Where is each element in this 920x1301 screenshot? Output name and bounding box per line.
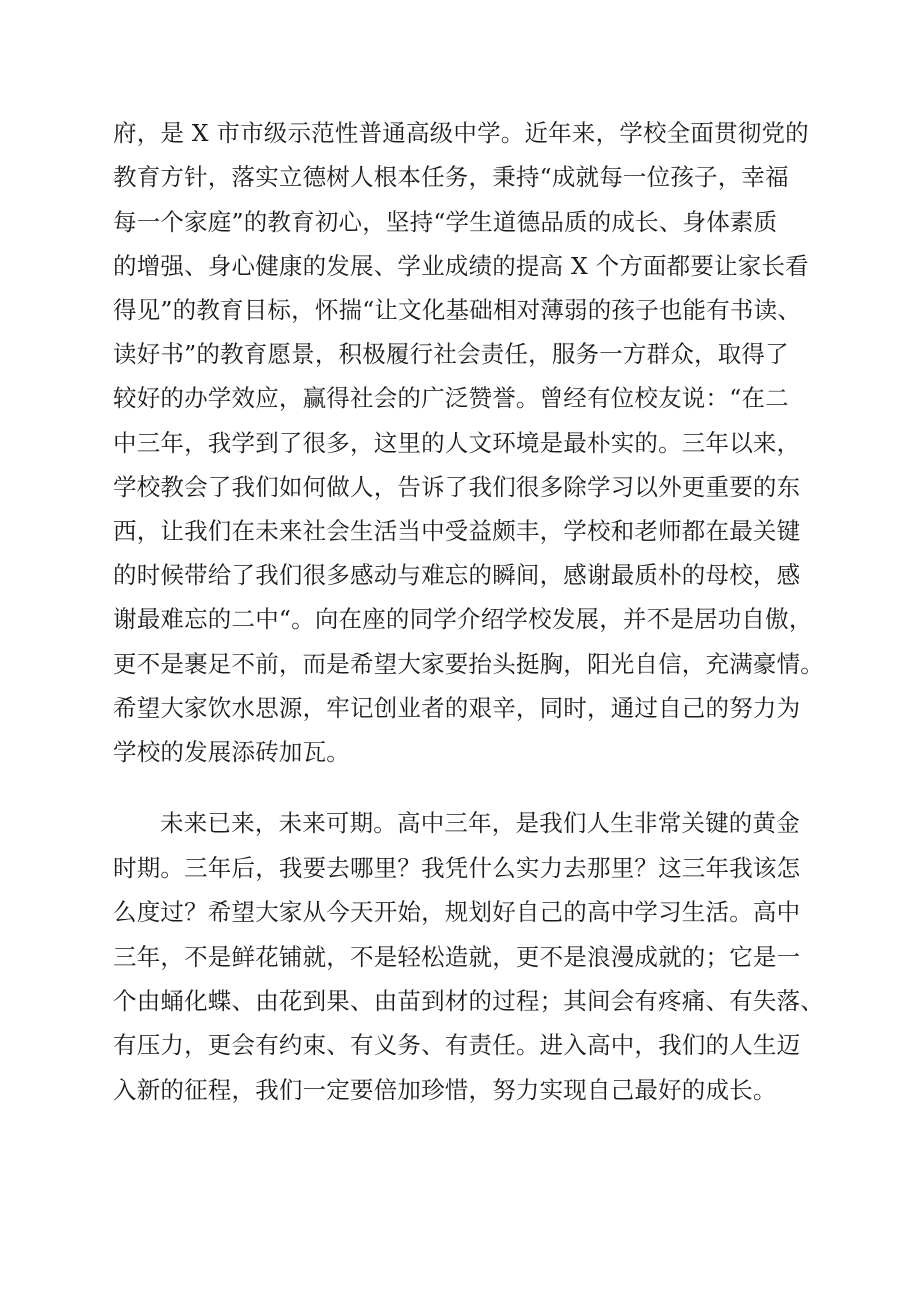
- text-line: 读好书”的教育愿景，积极履行社会责任，服务一方群众，取得了: [113, 340, 789, 368]
- text-line: 谢最难忘的二中“。向在座的同学介绍学校发展，并不是居功自傲，: [113, 605, 813, 633]
- text-line: 么度过？希望大家从今天开始，规划好自己的高中学习生活。高中: [113, 898, 801, 926]
- text-line: 较好的办学效应，赢得社会的广泛赞誉。曾经有位校友说：“在二: [113, 384, 789, 412]
- text-line: 每一个家庭”的教育初心，坚持“学生道德品质的成长、身体素质: [113, 208, 778, 236]
- text-line: 有压力，更会有约束、有义务、有责任。进入高中，我们的人生迈: [113, 1031, 801, 1059]
- text-line: 府，是 X 市市级示范性普通高级中学。近年来，学校全面贯彻党的: [113, 119, 809, 147]
- text-line: 更不是裹足不前，而是希望大家要抬头挺胸，阳光自信，充满豪情。: [113, 650, 824, 678]
- text-line: 学校的发展添砖加瓦。: [113, 738, 350, 766]
- text-line: 时期。三年后，我要去哪里？我凭什么实力去那里？这三年我该怎: [113, 854, 801, 882]
- text-line: 希望大家饮水思源，牢记创业者的艰辛，同时，通过自己的努力为: [113, 694, 801, 722]
- text-line: 三年，不是鲜花铺就，不是轻松造就，更不是浪漫成就的；它是一: [113, 943, 801, 971]
- text-line: 教育方针，落实立德树人根本任务，秉持“成就每一位孩子，幸福: [113, 163, 789, 191]
- text-line: 未来已来，未来可期。高中三年，是我们人生非常关键的黄金: [160, 809, 800, 837]
- text-line: 中三年，我学到了很多，这里的人文环境是最朴实的。三年以来，: [113, 429, 801, 457]
- text-line: 个由蛹化蝶、由花到果、由苗到材的过程；其间会有疼痛、有失落、: [113, 987, 824, 1015]
- text-line: 西，让我们在未来社会生活当中受益颇丰，学校和老师都在最关键: [113, 517, 801, 545]
- text-line: 的时候带给了我们很多感动与难忘的瞬间，感谢最质朴的母校，感: [113, 561, 801, 589]
- text-line: 学校教会了我们如何做人，告诉了我们很多除学习以外更重要的东: [113, 473, 801, 501]
- text-line: 的增强、身心健康的发展、学业成绩的提高 X 个方面都要让家长看: [113, 252, 809, 280]
- text-line: 入新的征程，我们一定要倍加珍惜，努力实现自己最好的成长。: [113, 1076, 777, 1104]
- text-line: 得见”的教育目标，怀揣“让文化基础相对薄弱的孩子也能有书读、: [113, 296, 802, 324]
